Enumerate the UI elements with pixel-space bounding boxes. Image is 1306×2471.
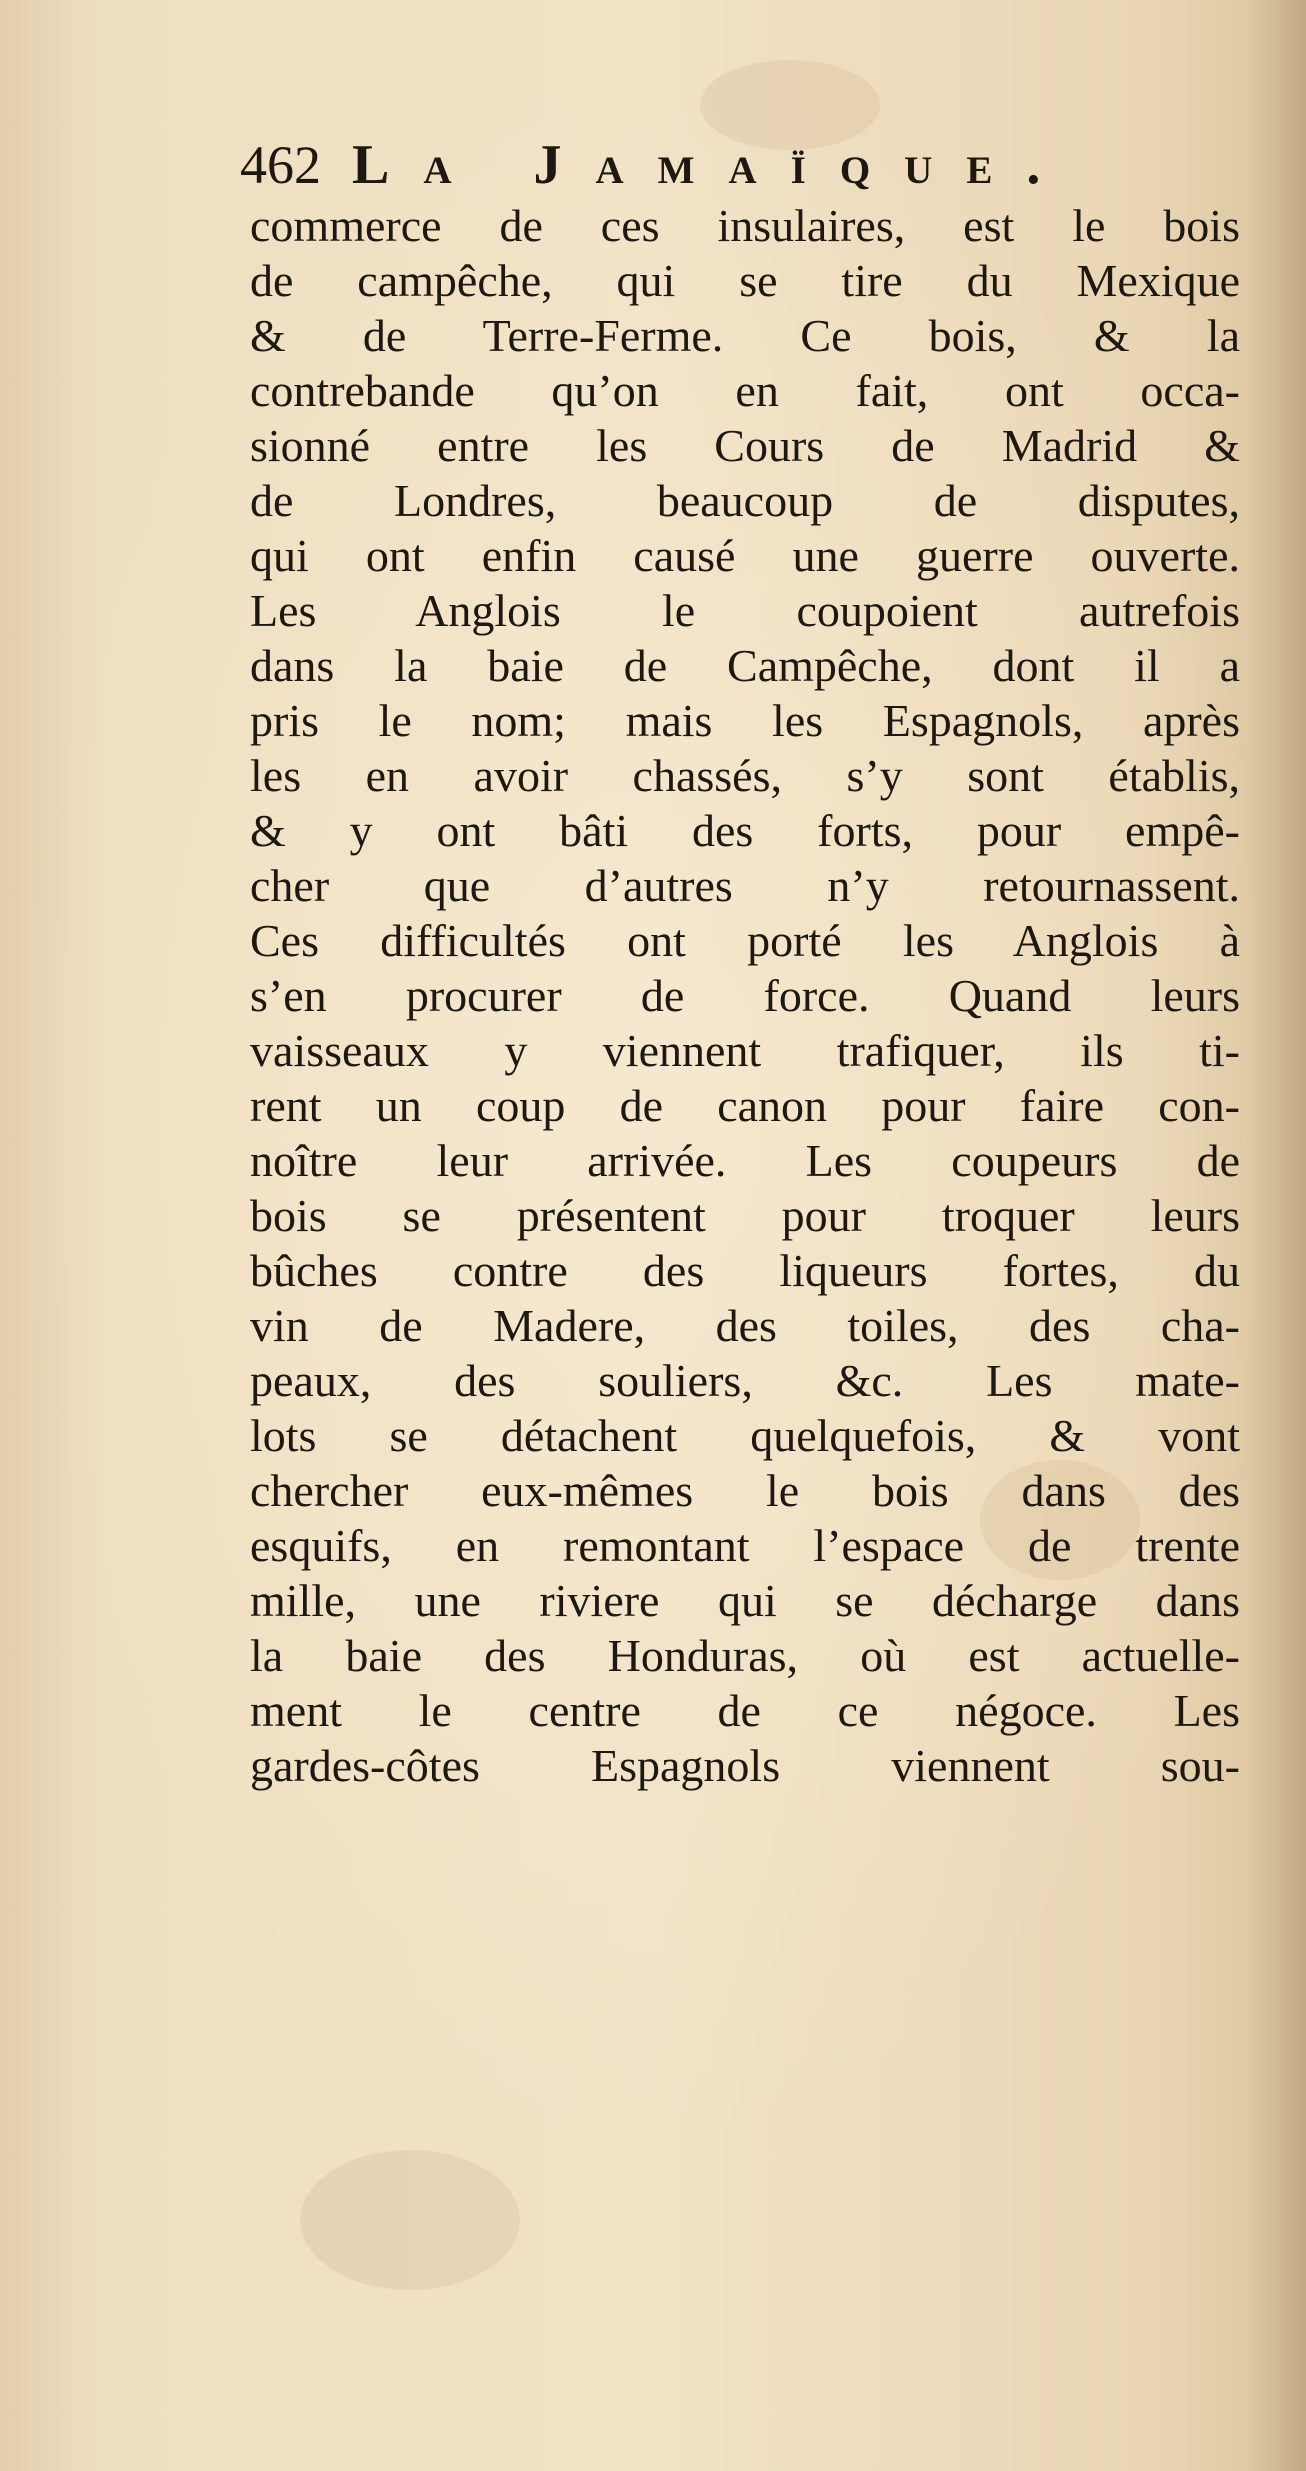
text-line: de campêche, qui se tire du Mexique [250, 255, 1240, 306]
text-line: chercher eux-mêmes le bois dans des [250, 1465, 1240, 1516]
text-line: cher que d’autres n’y retournassent. [250, 860, 1240, 911]
text-line: & y ont bâti des forts, pour empê- [250, 805, 1240, 856]
text-line: dans la baie de Campêche, dont il a [250, 640, 1240, 691]
text-line: Ces difficultés ont porté les Anglois à [250, 915, 1240, 966]
text-line: esquifs, en remontant l’espace de trente [250, 1520, 1240, 1571]
text-line: qui ont enfin causé une guerre ouverte. [250, 530, 1240, 581]
text-line: rent un coup de canon pour faire con- [250, 1080, 1240, 1131]
text-line: pris le nom; mais les Espagnols, après [250, 695, 1240, 746]
text-line: noître leur arrivée. Les coupeurs de [250, 1135, 1240, 1186]
text-line: la baie des Honduras, où est actuelle- [250, 1630, 1240, 1681]
text-line: peaux, des souliers, &c. Les mate- [250, 1355, 1240, 1406]
text-line: mille, une riviere qui se décharge dans [250, 1575, 1240, 1626]
running-head [240, 125, 1240, 205]
text-line: vin de Madere, des toiles, des cha- [250, 1300, 1240, 1351]
page-number: 462 [240, 135, 321, 195]
text-line: s’en procurer de force. Quand leurs [250, 970, 1240, 1021]
page-edge-shadow [1246, 0, 1306, 2471]
text-line: de Londres, beaucoup de disputes, [250, 475, 1240, 526]
text-line: ment le centre de ce négoce. Les [250, 1685, 1240, 1736]
text-line: gardes-côtes Espagnols viennent sou- [250, 1740, 1240, 1791]
body-text [250, 198, 1240, 1793]
text-line: lots se détachent quelquefois, & vont [250, 1410, 1240, 1461]
text-line: commerce de ces insulaires, est le bois [250, 200, 1240, 251]
running-title: La Jamaïque. [352, 134, 1075, 196]
text-line: sionné entre les Cours de Madrid & [250, 420, 1240, 471]
text-line: contrebande qu’on en fait, ont occa- [250, 365, 1240, 416]
text-line: bûches contre des liqueurs fortes, du [250, 1245, 1240, 1296]
text-line: & de Terre-Ferme. Ce bois, & la [250, 310, 1240, 361]
text-line: vaisseaux y viennent trafiquer, ils ti- [250, 1025, 1240, 1076]
text-line: bois se présentent pour troquer leurs [250, 1190, 1240, 1241]
paper-stain [300, 2150, 520, 2290]
text-line: les en avoir chassés, s’y sont établis, [250, 750, 1240, 801]
text-line: Les Anglois le coupoient autrefois [250, 585, 1240, 636]
